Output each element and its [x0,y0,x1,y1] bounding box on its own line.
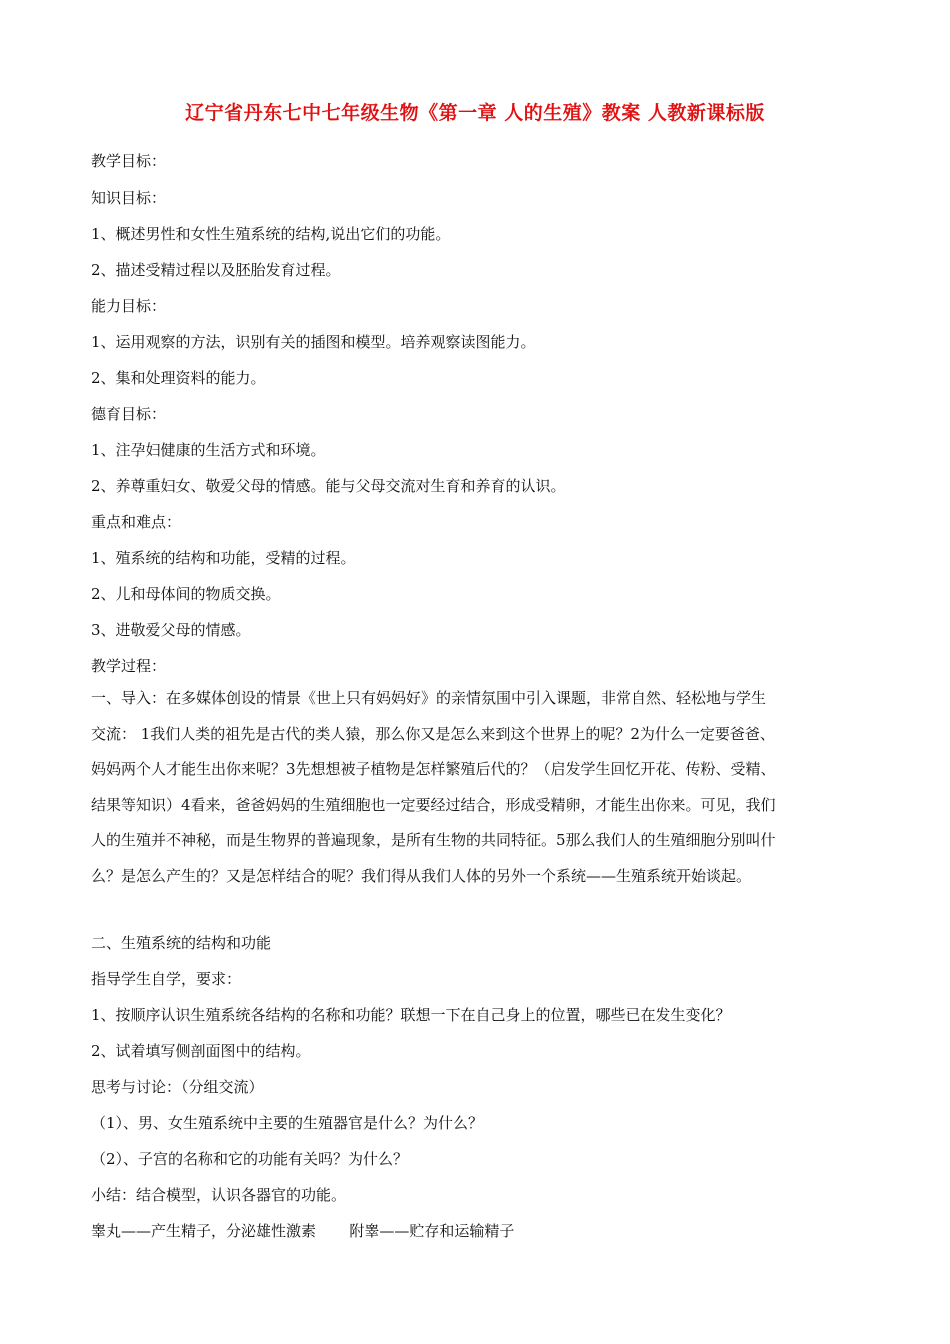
list-item: 2、养尊重妇女、敬爱父母的情感。能与父母交流对生育和养育的认识。 [91,477,566,495]
section-heading-process: 教学过程： [91,657,167,675]
list-item: 2、集和处理资料的能力。 [91,369,266,387]
list-item: 1、运用观察的方法，识别有关的插图和模型。培养观察读图能力。 [91,333,536,351]
list-item: 2、试着填写侧剖面图中的结构。 [91,1042,311,1060]
subheading-moral-goals: 德育目标： [91,405,167,423]
list-item: 1、注孕妇健康的生活方式和环境。 [91,441,326,459]
list-item: 1、殖系统的结构和功能，受精的过程。 [91,549,356,567]
list-item: 2、描述受精过程以及胚胎发育过程。 [91,261,341,279]
section-heading-structure: 二、生殖系统的结构和功能 [91,934,272,952]
section-heading-teaching-goals: 教学目标： [91,152,167,170]
paragraph-line: 么？是怎么产生的？又是怎样结合的呢？我们得从我们人体的另外一个系统——生殖系统开始谈起。 [91,866,752,885]
list-item: 1、按顺序认识生殖系统各结构的名称和功能？联想一下在自己身上的位置，哪些已在发生变化？ [91,1006,731,1024]
subheading-ability-goals: 能力目标： [91,297,167,315]
paragraph-line: 结果等知识）4看来，爸爸妈妈的生殖细胞也一定要经过结合，形成受精卵，才能生出你来。可见，我们 [91,795,776,814]
text-line-summary: 小结：结合模型，认识各器官的功能。 [91,1186,347,1204]
section-heading-key-points: 重点和难点： [91,513,182,531]
document-title: 辽宁省丹东七中七年级生物《第一章 人的生殖》教案 人教新课标版 [185,102,765,124]
paragraph-line: 一、导入：在多媒体创设的情景《世上只有妈妈好》的亲情氛围中引入课题，非常自然、轻松地与学生 [91,689,767,707]
list-item: 3、进敬爱父母的情感。 [91,621,251,639]
list-item: 1、概述男性和女性生殖系统的结构,说出它们的功能。 [91,225,451,243]
paragraph-line: 妈妈两个人才能生出你来呢？3先想想被子植物是怎样繁殖后代的？（启发学生回忆开花、传粉、受精、 [91,760,776,778]
list-item: （1）、男、女生殖系统中主要的生殖器官是什么？为什么？ [91,1114,484,1132]
subheading-discussion: 思考与讨论：（分组交流） [91,1078,264,1096]
list-item: （2）、子宫的名称和它的功能有关吗？为什么？ [91,1150,409,1168]
paragraph-line: 交流： 1我们人类的祖先是古代的类人猿，那么你又是怎么来到这个世界上的呢？2为什么一定要爸爸、 [91,724,775,743]
list-item: 2、儿和母体间的物质交换。 [91,585,281,603]
text-line-organs: 睾丸——产生精子，分泌雄性激素 附睾——贮存和运输精子 [91,1222,515,1240]
text-line: 指导学生自学，要求： [91,970,242,988]
subheading-knowledge-goals: 知识目标： [91,189,167,207]
intro-paragraph [91,681,861,894]
paragraph-line: 人的生殖并不神秘，而是生物界的普遍现象，是所有生物的共同特征。5那么我们人的生殖细胞分别叫什 [91,831,776,849]
